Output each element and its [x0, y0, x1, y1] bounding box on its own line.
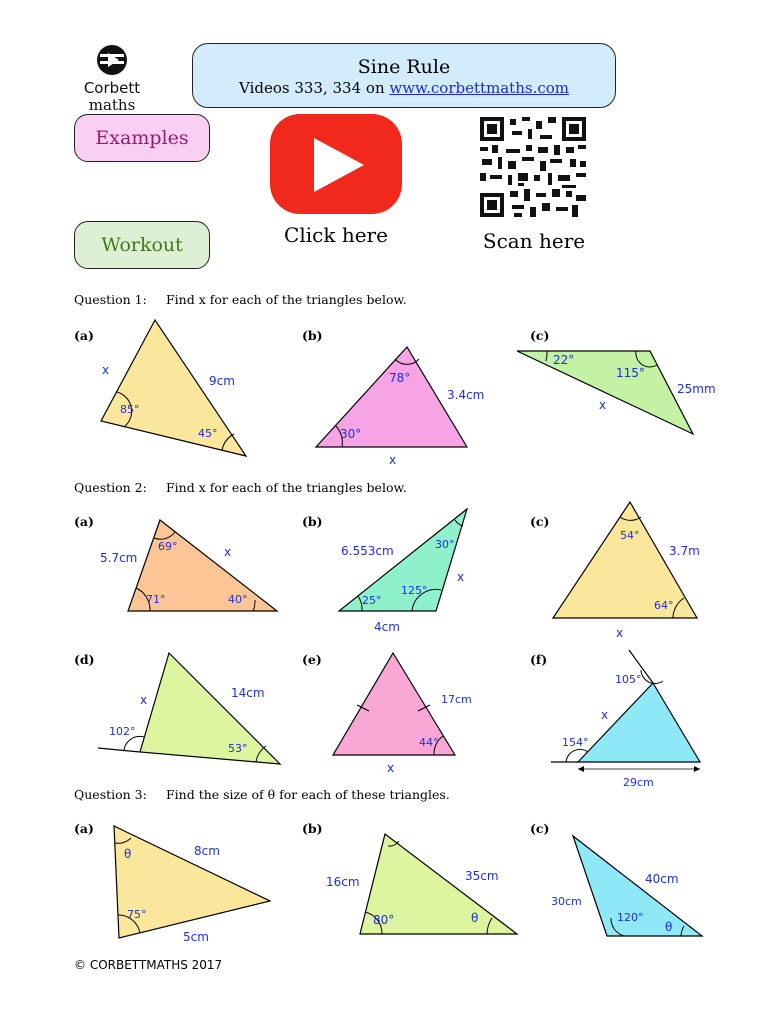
angle-label: 120° — [617, 911, 644, 924]
side-label: 8cm — [194, 844, 220, 858]
question-text: Find x for each of the triangles below. — [166, 480, 407, 495]
part-label: (e) — [302, 652, 322, 667]
side-label: 3.7m — [669, 544, 700, 558]
angle-label: 53° — [228, 742, 248, 755]
copyright-footer: © CORBETTMATHS 2017 — [74, 958, 223, 972]
angle-label: 44° — [419, 736, 439, 749]
side-label: 25mm — [677, 382, 716, 396]
unknown-x-label: x — [102, 363, 110, 377]
triangle-q1c — [517, 351, 716, 434]
theta-label: θ — [665, 920, 673, 934]
side-label: 3.4cm — [447, 388, 485, 402]
part-label: (c) — [530, 514, 550, 529]
side-label: 29cm — [623, 776, 654, 789]
angle-label: 71° — [146, 593, 166, 606]
side-label: 16cm — [326, 875, 360, 889]
side-label: 35cm — [465, 869, 499, 883]
unknown-x-label: x — [616, 626, 624, 640]
video-link-label[interactable]: Click here — [284, 223, 388, 247]
angle-label: 64° — [654, 599, 674, 612]
workout-button[interactable]: Workout — [74, 221, 210, 269]
triangle-q2e — [333, 653, 472, 775]
unknown-x-label: x — [601, 708, 609, 722]
angle-label: 40° — [228, 593, 248, 606]
part-label: (c) — [530, 821, 550, 836]
side-label: 17cm — [441, 693, 472, 706]
unknown-x-label: x — [387, 761, 395, 775]
part-label: (d) — [74, 652, 95, 667]
side-label: 6.553cm — [341, 544, 394, 558]
triangle-q2d — [98, 653, 280, 764]
angle-label: 78° — [389, 371, 411, 385]
question-text: Find x for each of the triangles below. — [166, 292, 407, 307]
triangle-q2b — [339, 509, 467, 634]
question-2-heading — [74, 480, 407, 495]
angle-label: 22° — [553, 353, 575, 367]
qr-code-label: Scan here — [482, 229, 586, 253]
triangle-q2f — [551, 650, 700, 789]
triangle-q3b — [326, 834, 517, 934]
angle-label: 69° — [158, 540, 178, 553]
side-label: 5.7cm — [100, 551, 138, 565]
part-label: (b) — [302, 514, 323, 529]
question-number: Question 2: — [74, 480, 147, 495]
theta-label: θ — [471, 911, 479, 925]
video-numbers: Videos 333, 334 on — [239, 79, 390, 97]
theta-label: θ — [124, 847, 132, 861]
angle-label: 85° — [120, 403, 140, 416]
angle-label: 25° — [362, 594, 382, 607]
part-label: (a) — [74, 821, 94, 836]
unknown-x-label: x — [457, 570, 465, 584]
side-label: 9cm — [209, 374, 235, 388]
logo-text-line1: Corbett — [83, 79, 141, 97]
page-title: Sine Rule — [357, 56, 451, 78]
triangle-q1a — [101, 320, 246, 456]
triangle-q2a — [100, 520, 277, 611]
side-label: 4cm — [374, 620, 400, 634]
logo-text-line2: maths — [88, 96, 136, 114]
angle-label: 105° — [615, 673, 642, 686]
part-label: (f) — [530, 652, 548, 667]
triangle-q1b — [316, 347, 484, 467]
side-label: 14cm — [231, 686, 265, 700]
angle-label: 115° — [616, 366, 645, 380]
website-link[interactable]: www.corbettmaths.com — [389, 79, 569, 97]
triangle-q3a — [114, 826, 270, 944]
angle-label: 54° — [620, 529, 640, 542]
side-label: 5cm — [183, 930, 209, 944]
part-label: (b) — [302, 821, 323, 836]
angle-label: 30° — [435, 538, 455, 551]
triangle-q3c — [551, 836, 702, 936]
triangle-q2c — [553, 502, 700, 640]
question-number: Question 3: — [74, 787, 147, 802]
unknown-x-label: x — [389, 453, 397, 467]
question-number: Question 1: — [74, 292, 147, 307]
part-label: (c) — [530, 328, 550, 343]
unknown-x-label: x — [224, 545, 232, 559]
side-label: 40cm — [645, 872, 679, 886]
unknown-x-label: x — [140, 693, 148, 707]
angle-label: 125° — [401, 584, 428, 597]
angle-label: 80° — [373, 913, 395, 927]
angle-label: 45° — [198, 427, 218, 440]
unknown-x-label: x — [599, 398, 607, 412]
side-label: 30cm — [551, 895, 582, 908]
part-label: (a) — [74, 514, 94, 529]
part-label: (b) — [302, 328, 323, 343]
question-3-heading — [74, 787, 450, 802]
angle-label: 30° — [340, 427, 362, 441]
angle-label: 154° — [562, 736, 589, 749]
examples-button[interactable]: Examples — [74, 114, 210, 162]
question-text: Find the size of θ for each of these triangles. — [166, 787, 450, 802]
angle-label: 75° — [127, 908, 147, 921]
angle-label: 102° — [109, 725, 136, 738]
part-label: (a) — [74, 328, 94, 343]
